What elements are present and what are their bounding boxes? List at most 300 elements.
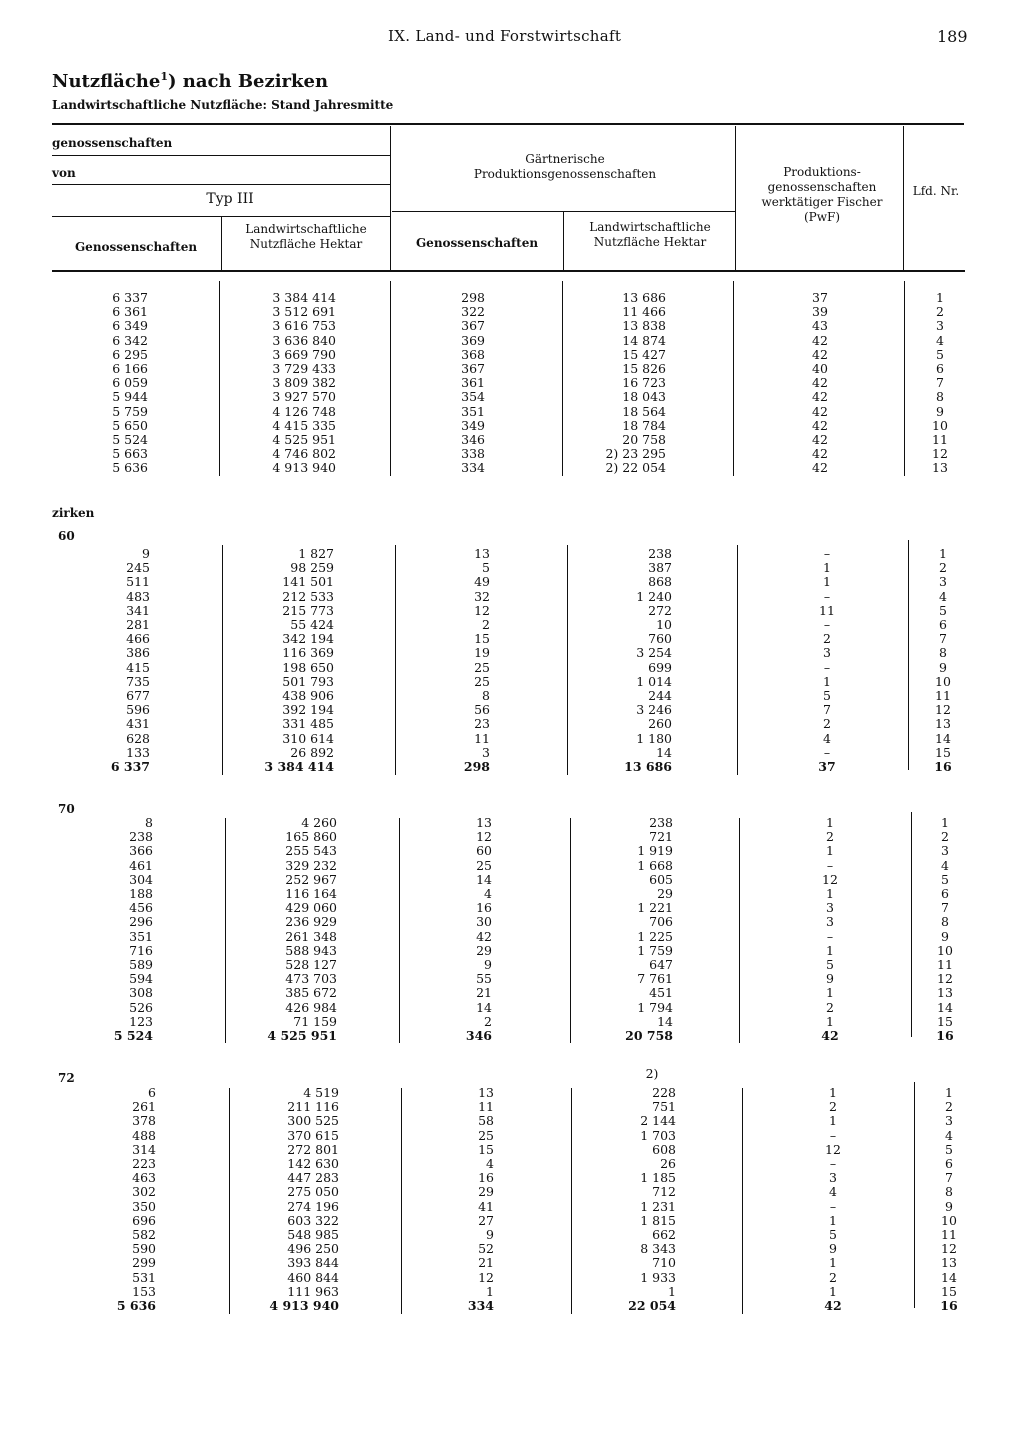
table-cell: 415	[126, 659, 150, 675]
block-72-c6-column	[924, 1086, 974, 1313]
table-cell: 9	[142, 546, 150, 561]
table-cell: 42	[812, 332, 828, 348]
table-cell: 1 933	[640, 1269, 676, 1285]
table-cell: 488	[132, 1127, 156, 1143]
table-cell: 6	[148, 1085, 156, 1100]
table-cell: 342 194	[282, 631, 334, 647]
table-cell: 466	[126, 631, 150, 647]
table-cell: 662	[652, 1227, 676, 1243]
table-cell: 531	[132, 1269, 156, 1285]
table-cell: 9	[829, 1241, 837, 1257]
table-cell: 60	[476, 843, 492, 859]
table-cell: 302	[132, 1184, 156, 1200]
table-cell: 314	[132, 1141, 156, 1157]
table-cell: 16	[476, 900, 492, 916]
table-cell: 42	[812, 432, 828, 448]
block-72-col4-footnote-mark: 2)	[645, 1066, 659, 1081]
block-60-c6-column	[918, 547, 968, 774]
table-cell: 12	[476, 829, 492, 845]
table-cell: 25	[474, 659, 490, 675]
block-60-c5-column	[797, 547, 857, 774]
table-cell: 6 349	[112, 318, 148, 334]
table-cell: 42	[812, 417, 828, 433]
table-cell: 367	[461, 318, 485, 334]
table-cell: 29	[478, 1184, 494, 1200]
table-cell: 2 144	[640, 1113, 676, 1129]
table-cell: 1	[936, 290, 944, 305]
table-cell: 49	[474, 574, 490, 590]
table-cell: 42	[812, 375, 828, 391]
table-cell: 1 221	[637, 900, 673, 916]
table-cell: 308	[129, 985, 153, 1001]
table-cell: 4	[936, 332, 944, 348]
table-cell: 5	[823, 688, 831, 704]
table-cell: 608	[652, 1141, 676, 1157]
table-cell: 351	[129, 928, 153, 944]
table-cell: 26	[660, 1156, 676, 1172]
table-cell: 3 927 570	[272, 389, 336, 405]
table-cell: 238	[649, 815, 673, 830]
table-cell: 16	[478, 1170, 494, 1186]
block-72-c4-column	[595, 1086, 676, 1313]
table-cell: 1	[823, 673, 831, 689]
table-cell: 296	[129, 914, 153, 930]
table-cell: –	[829, 1198, 837, 1214]
table-cell: 26 892	[290, 744, 334, 760]
table-cell: 14	[935, 730, 951, 746]
table-cell: 451	[649, 985, 673, 1001]
table-cell: 429 060	[285, 900, 337, 916]
table-cell: 1	[826, 815, 834, 830]
table-cell: 188	[129, 886, 153, 902]
table-cell: 5	[945, 1141, 953, 1157]
table-cell: 23	[474, 716, 490, 732]
table-cell: 32	[474, 588, 490, 604]
table-cell: –	[823, 617, 831, 633]
table-cell: 1	[829, 1113, 837, 1129]
table-cell: 111 963	[287, 1283, 339, 1299]
block-60-c3-column	[430, 547, 490, 774]
table-cell: 255 543	[285, 843, 337, 859]
header-vrule-4	[735, 126, 736, 270]
table-cell: 5	[482, 560, 490, 576]
table-cell: 12	[941, 1241, 957, 1257]
table-cell: 55	[476, 971, 492, 987]
table-cell: 11	[935, 688, 951, 704]
table-cell: 15	[941, 1283, 957, 1299]
table-cell: 12	[474, 602, 490, 618]
table-cell: 15 826	[622, 361, 666, 377]
table-cell: 4 525 951	[272, 432, 336, 448]
table-cell: –	[823, 659, 831, 675]
table-cell: 1 180	[636, 730, 672, 746]
block-72-c5-column	[803, 1086, 863, 1313]
table-cell: 2) 22 054	[605, 460, 666, 476]
header-vrule-1	[221, 217, 222, 270]
total-cell: 4 525 951	[267, 1028, 337, 1044]
table-cell: 4 746 802	[272, 446, 336, 462]
table-cell: 25	[474, 673, 490, 689]
table-cell: 14 874	[622, 332, 666, 348]
table-cell: 11	[932, 432, 948, 448]
table-cell: –	[826, 857, 834, 873]
table-cell: 11	[937, 957, 953, 973]
table-cell: 349	[461, 417, 485, 433]
table-cell: 1	[945, 1085, 953, 1100]
table-cell: 1	[941, 815, 949, 830]
table-cell: 3	[936, 318, 944, 334]
block-72-vrule-3	[571, 1088, 572, 1314]
table-cell: 496 250	[287, 1241, 339, 1257]
table-cell: 735	[126, 673, 150, 689]
table-cell: 1	[829, 1255, 837, 1271]
table-cell: 11 466	[622, 304, 666, 320]
table-cell: 1	[826, 886, 834, 902]
table-cell: 2	[829, 1269, 837, 1285]
table-cell: 13	[476, 815, 492, 830]
table-cell: 3 384 414	[272, 290, 336, 305]
table-cell: 15	[937, 1013, 953, 1029]
table-cell: 385 672	[285, 985, 337, 1001]
table-cell: 12	[937, 971, 953, 987]
table-cell: 11	[474, 730, 490, 746]
table-cell: 2	[826, 999, 834, 1015]
table-cell: 14	[476, 871, 492, 887]
block-70-c6-column	[920, 816, 970, 1043]
block-60-vrule-4	[737, 545, 738, 775]
section-72-label: 72	[58, 1071, 75, 1085]
table-cell: 605	[649, 871, 673, 887]
table-cell: 8	[945, 1184, 953, 1200]
table-cell: 11	[819, 602, 835, 618]
table-cell: 2) 23 295	[605, 446, 666, 462]
block-72-c1-column	[60, 1086, 156, 1313]
table-cell: 1	[829, 1283, 837, 1299]
table-cell: 366	[129, 843, 153, 859]
table-cell: 4	[484, 886, 492, 902]
table-cell: 1 668	[637, 857, 673, 873]
table-cell: 261 348	[285, 928, 337, 944]
table-cell: 582	[132, 1227, 156, 1243]
table-cell: 272 801	[287, 1141, 339, 1157]
table-cell: 43	[812, 318, 828, 334]
table-cell: 14	[476, 999, 492, 1015]
table-cell: 3	[826, 914, 834, 930]
table-cell: 11	[941, 1227, 957, 1243]
table-cell: 1	[823, 560, 831, 576]
table-cell: 6	[945, 1156, 953, 1172]
table-cell: 18 564	[622, 403, 666, 419]
table-cell: 9	[486, 1227, 494, 1243]
table-cell: 244	[648, 688, 672, 704]
table-cell: 1	[826, 1013, 834, 1029]
table-cell: 588 943	[285, 942, 337, 958]
block-70-c2-column	[236, 816, 337, 1043]
table-cell: 133	[126, 744, 150, 760]
table-cell: 4 519	[303, 1085, 339, 1100]
total-cell: 42	[821, 1028, 839, 1044]
table-cell: 3	[829, 1170, 837, 1186]
block-72-vrule-1	[229, 1088, 230, 1314]
table-cell: 706	[649, 914, 673, 930]
total-cell: 20 758	[625, 1028, 673, 1044]
table-cell: 2	[936, 304, 944, 320]
header-col-nutzflaeche-2: Landwirtschaftliche Nutzfläche Hektar	[589, 220, 711, 249]
table-cell: 338	[461, 446, 485, 462]
table-cell: 2	[939, 560, 947, 576]
table-cell: 27	[478, 1212, 494, 1228]
table-cell: 15 427	[622, 346, 666, 362]
header-gpg: Gärtnerische Produktionsgenossenschaften	[473, 152, 657, 181]
table-cell: 58	[478, 1113, 494, 1129]
table-cell: 329 232	[285, 857, 337, 873]
table-cell: 351	[461, 403, 485, 419]
table-cell: 212 533	[282, 588, 334, 604]
table-cell: 5 524	[112, 432, 148, 448]
table-cell: 12	[822, 871, 838, 887]
table-cell: 4	[939, 588, 947, 604]
table-cell: 322	[461, 304, 485, 320]
table-cell: 98 259	[290, 560, 334, 576]
table-cell: 6	[939, 617, 947, 633]
table-cell: 260	[648, 716, 672, 732]
table-cell: 1 703	[640, 1127, 676, 1143]
table-cell: 3	[941, 843, 949, 859]
table-cell: –	[823, 588, 831, 604]
header-rule-1	[52, 155, 390, 156]
table-cell: 304	[129, 871, 153, 887]
table-cell: 7 761	[637, 971, 673, 987]
table-cell: 350	[132, 1198, 156, 1214]
table-cell: 712	[652, 1184, 676, 1200]
table-cell: 9	[484, 957, 492, 973]
table-cell: 1 231	[640, 1198, 676, 1214]
table-cell: 12	[825, 1141, 841, 1157]
table-cell: 5 944	[112, 389, 148, 405]
table-cell: 501 793	[282, 673, 334, 689]
total-cell: 298	[463, 759, 490, 775]
table-cell: 677	[126, 688, 150, 704]
table-cell: 8	[145, 815, 153, 830]
table-cell: 331 485	[282, 716, 334, 732]
total-cell: 6 337	[110, 759, 150, 775]
table-cell: 4	[829, 1184, 837, 1200]
table-cell: 21	[476, 985, 492, 1001]
table-cell: 56	[474, 702, 490, 718]
table-cell: 153	[132, 1283, 156, 1299]
table-cell: 5 650	[112, 417, 148, 433]
table-cell: 7	[941, 900, 949, 916]
table-cell: 10	[937, 942, 953, 958]
block-years-c5-column	[790, 291, 850, 476]
page-number: 189	[937, 27, 968, 46]
table-cell: 14	[937, 999, 953, 1015]
table-cell: 274 196	[287, 1198, 339, 1214]
table-cell: 2	[826, 829, 834, 845]
table-cell: 3 246	[636, 702, 672, 718]
table-cell: 14	[941, 1269, 957, 1285]
section-70-label: 70	[58, 802, 75, 816]
total-cell: 4 913 940	[269, 1298, 339, 1314]
table-cell: 603 322	[287, 1212, 339, 1228]
header-top-rule	[52, 123, 964, 125]
table-cell: 252 967	[285, 871, 337, 887]
table-cell: 483	[126, 588, 150, 604]
block-years-c1-column	[60, 291, 148, 476]
table-cell: 2	[484, 1013, 492, 1029]
table-cell: 310 614	[282, 730, 334, 746]
table-cell: 1 759	[637, 942, 673, 958]
table-cell: 431	[126, 716, 150, 732]
table-cell: 42	[812, 403, 828, 419]
table-cell: 25	[478, 1127, 494, 1143]
table-cell: 42	[812, 446, 828, 462]
table-cell: 5	[941, 871, 949, 887]
table-cell: 4	[941, 857, 949, 873]
table-cell: 1	[826, 942, 834, 958]
table-cell: 6 166	[112, 361, 148, 377]
table-cell: 1 815	[640, 1212, 676, 1228]
table-cell: 341	[126, 602, 150, 618]
table-cell: 8	[482, 688, 490, 704]
table-cell: 9	[939, 659, 947, 675]
table-cell: 6	[941, 886, 949, 902]
table-cell: 589	[129, 957, 153, 973]
table-cell: 6 337	[112, 290, 148, 305]
table-cell: 18 043	[622, 389, 666, 405]
table-cell: 1	[939, 546, 947, 561]
table-cell: 7	[945, 1170, 953, 1186]
block-60-c1-column	[60, 547, 150, 774]
table-cell: 369	[461, 332, 485, 348]
block-72-vrule-5	[914, 1082, 915, 1308]
table-cell: 716	[129, 942, 153, 958]
table-cell: 5	[829, 1227, 837, 1243]
table-cell: 3 512 691	[272, 304, 336, 320]
table-cell: 228	[652, 1085, 676, 1100]
table-cell: 5	[826, 957, 834, 973]
table-cell: 721	[649, 829, 673, 845]
table-cell: 236 929	[285, 914, 337, 930]
table-cell: 1 014	[636, 673, 672, 689]
block-years-vrule-3	[562, 281, 563, 476]
table-cell: 511	[126, 574, 150, 590]
table-cell: 272	[648, 602, 672, 618]
table-cell: 1 827	[298, 546, 334, 561]
block-70-c3-column	[430, 816, 492, 1043]
table-cell: 4 415 335	[272, 417, 336, 433]
table-cell: 12	[932, 446, 948, 462]
table-cell: 223	[132, 1156, 156, 1172]
table-cell: 211 116	[287, 1099, 339, 1115]
block-years-vrule-2	[390, 281, 391, 476]
table-cell: 12	[935, 702, 951, 718]
block-60-vrule-1	[222, 545, 223, 775]
header-rule-2	[52, 184, 390, 185]
block-years-vrule-1	[219, 281, 220, 476]
table-cell: 21	[478, 1255, 494, 1271]
table-cell: 447 283	[287, 1170, 339, 1186]
header-genossenschaften: genossenschaften	[52, 136, 173, 150]
table-cell: 15	[935, 744, 951, 760]
table-cell: 2	[823, 716, 831, 732]
block-years-vrule-5	[904, 281, 905, 476]
table-cell: 2	[829, 1099, 837, 1115]
table-cell: 10	[932, 417, 948, 433]
table-cell: 438 906	[282, 688, 334, 704]
header-von: von	[52, 166, 76, 180]
table-cell: 238	[648, 546, 672, 561]
table-cell: 1	[829, 1085, 837, 1100]
table-cell: 142 630	[287, 1156, 339, 1172]
block-72-vrule-2	[401, 1088, 402, 1314]
table-cell: 1	[826, 985, 834, 1001]
block-years-c6-column	[915, 291, 965, 476]
block-70-vrule-3	[570, 818, 571, 1043]
table-cell: 39	[812, 304, 828, 320]
table-cell: 275 050	[287, 1184, 339, 1200]
table-cell: 298	[461, 290, 485, 305]
block-60-vrule-2	[395, 545, 396, 775]
table-cell: 19	[474, 645, 490, 661]
section-60-label: 60	[58, 529, 75, 543]
total-cell: 16	[940, 1298, 958, 1314]
table-title	[52, 70, 328, 92]
table-cell: 393 844	[287, 1255, 339, 1271]
table-cell: 7	[823, 702, 831, 718]
table-cell: 387	[648, 560, 672, 576]
table-cell: 3 809 382	[272, 375, 336, 391]
table-cell: 52	[478, 1241, 494, 1257]
running-head: IX. Land- und Forstwirtschaft	[388, 27, 622, 45]
table-cell: 4	[823, 730, 831, 746]
table-cell: 15	[474, 631, 490, 647]
block-70-c4-column	[590, 816, 673, 1043]
table-cell: 42	[812, 389, 828, 405]
table-cell: 261	[132, 1099, 156, 1115]
table-cell: 215 773	[282, 602, 334, 618]
table-cell: 8	[939, 645, 947, 661]
table-cell: 281	[126, 617, 150, 633]
table-cell: 1 919	[637, 843, 673, 859]
table-cell: 37	[812, 290, 828, 305]
table-cell: 367	[461, 361, 485, 377]
table-cell: 386	[126, 645, 150, 661]
table-cell: 473 703	[285, 971, 337, 987]
table-cell: 20 758	[622, 432, 666, 448]
table-cell: 12	[478, 1269, 494, 1285]
table-cell: 8	[941, 914, 949, 930]
table-cell: 5	[936, 346, 944, 362]
table-cell: –	[829, 1127, 837, 1143]
table-cell: 368	[461, 346, 485, 362]
table-cell: 699	[648, 659, 672, 675]
table-cell: 9	[826, 971, 834, 987]
table-cell: 13	[937, 985, 953, 1001]
table-cell: 5	[939, 602, 947, 618]
total-cell: 16	[934, 759, 952, 775]
header-col-nutzflaeche-1: Landwirtschaftliche Nutzfläche Hektar	[245, 222, 367, 251]
table-cell: 590	[132, 1241, 156, 1257]
table-cell: 3 254	[636, 645, 672, 661]
table-cell: 8	[936, 389, 944, 405]
table-cell: 528 127	[285, 957, 337, 973]
table-cell: 29	[476, 942, 492, 958]
block-70-c5-column	[800, 816, 860, 1043]
table-cell: 628	[126, 730, 150, 746]
block-70-vrule-1	[225, 818, 226, 1043]
table-cell: 13	[932, 460, 948, 476]
